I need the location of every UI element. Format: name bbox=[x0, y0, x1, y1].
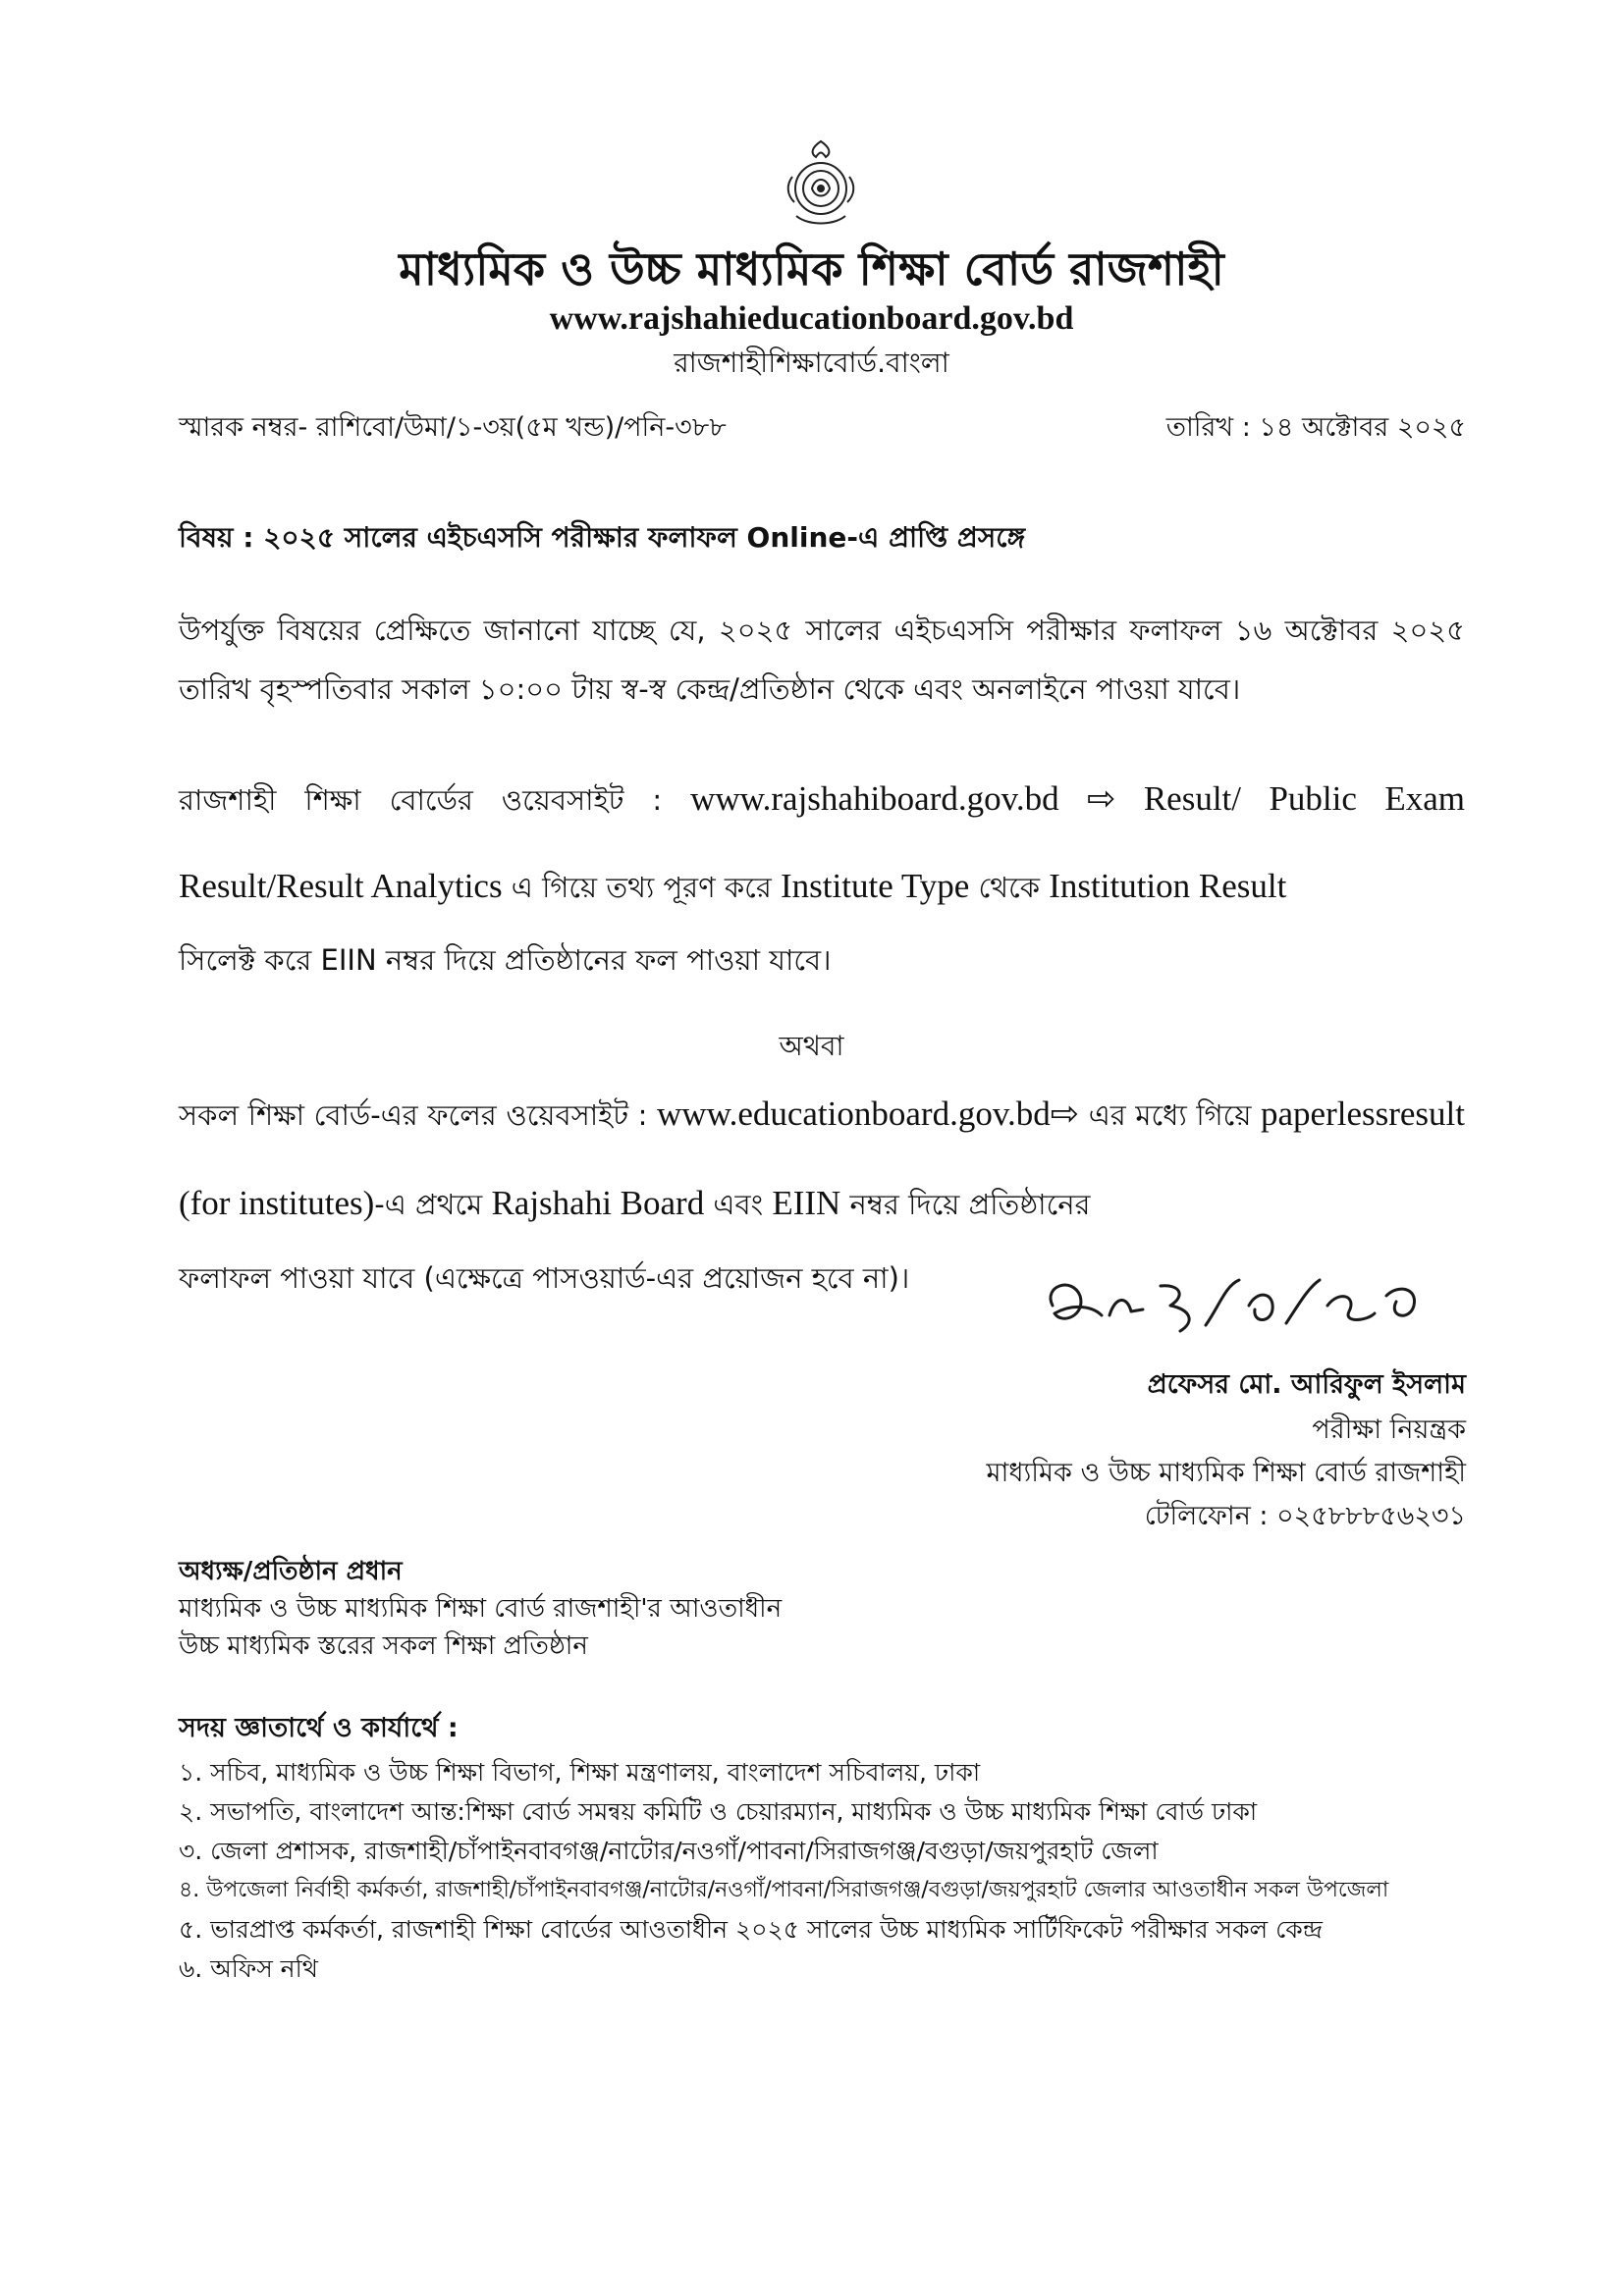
board-seal-emblem bbox=[783, 137, 859, 232]
body-paragraph-1: উপর্যুক্ত বিষয়ের প্রেক্ষিতে জানানো যাচ্ছে যে, ২০২৫ সালের এইচএসসি পরীক্ষার ফলাফল ১৬ অক্টোবর ২০২৫ তারিখ বৃহস্পতিবার সকাল ১০:০০ টায় স্ব-স্ব কেন্দ্র/প্রতিষ্ঠান থেকে এবং অনলাইনে পাওয়া যাবে। bbox=[179, 614, 1465, 706]
body-paragraph-2 bbox=[179, 756, 1465, 989]
para3-text-g: এবং bbox=[704, 1188, 773, 1221]
board-title: মাধ্যমিক ও উচ্চ মাধ্যমিক শিক্ষা বোর্ড রাজশাহী bbox=[399, 242, 1224, 295]
recipient-title: অধ্যক্ষ/প্রতিষ্ঠান প্রধান bbox=[179, 1557, 403, 1586]
paperless-result-text: paperlessresult (for institutes) bbox=[179, 1095, 1465, 1222]
signatory-phone: টেলিফোন : ০২৫৮৮৮৫৬২৩১ bbox=[1144, 1501, 1466, 1531]
cc-item: ৩. জেলা প্রশাসক, রাজশাহী/চাঁপাইনবাবগঞ্জ/নাটোর/নওগাঁ/পাবনা/সিরাজগঞ্জ/বগুড়া/জয়পুরহাট জেলা bbox=[179, 1837, 1159, 1865]
signatory-designation: পরীক্ষা নিয়ন্ত্রক bbox=[1312, 1415, 1466, 1445]
memo-number: স্মারক নম্বর- রাশিবো/উমা/১-৩য়(৫ম খন্ড)/পনি-৩৮৮ bbox=[179, 412, 727, 443]
education-board-link[interactable]: www.educationboard.gov.bd⇨ bbox=[657, 1095, 1080, 1133]
subject-line: বিষয় : ২০২৫ সালের এইচএসসি পরীক্ষার ফলাফল Online-এ প্রাপ্তি প্রসঙ্গে bbox=[179, 521, 1026, 554]
eiin-text: EIIN bbox=[772, 1184, 841, 1222]
website-url-bangla[interactable]: রাজশাহীশিক্ষাবোর্ড.বাংলা bbox=[674, 347, 949, 379]
para2-text-e: থেকে bbox=[969, 871, 1050, 904]
cc-heading: সদয় জ্ঞাতার্থে ও কার্যার্থে : bbox=[179, 1713, 459, 1743]
cc-item: ৪. উপজেলা নির্বাহী কর্মকর্তা, রাজশাহী/চাঁপাইনবাবগঞ্জ/নাটোর/নওগাঁ/পাবনা/সিরাজগঞ্জ/বগুড়া/জয়পুরহাট জেলার আওতাধীন সকল উপজেলা bbox=[179, 1878, 1389, 1902]
cc-item: ৫. ভারপ্রাপ্ত কর্মকর্তা, রাজশাহী শিক্ষা বোর্ডের আওতাধীন ২০২৫ সালের উচ্চ মাধ্যমিক সার্টিফিকেট পরীক্ষার সকল কেন্দ্র bbox=[179, 1915, 1323, 1944]
rajshahi-board-link[interactable]: www.rajshahiboard.gov.bd ⇨ Result/ Public Exam Result/Result Analytics bbox=[179, 779, 1465, 905]
para3-text-e: -এ প্রথমে bbox=[374, 1188, 492, 1221]
para3-text-c: এর মধ্যে গিয়ে bbox=[1079, 1098, 1262, 1132]
cc-item: ২. সভাপতি, বাংলাদেশ আন্ত:শিক্ষা বোর্ড সমন্বয় কমিটি ও চেয়ারম্যান, মাধ্যমিক ও উচ্চ মাধ্যমিক শিক্ষা বোর্ড ঢাকা bbox=[179, 1797, 1258, 1826]
para3-text-j: ফলাফল পাওয়া যাবে (এক্ষেত্রে পাসওয়ার্ড-এর প্রয়োজন হবে না)। bbox=[179, 1261, 910, 1295]
institute-type-text: Institute Type bbox=[781, 867, 970, 905]
recipient-line-2: উচ্চ মাধ্যমিক স্তরের সকল শিক্ষা প্রতিষ্ঠান bbox=[179, 1631, 588, 1661]
cc-item: ১. সচিব, মাধ্যমিক ও উচ্চ শিক্ষা বিভাগ, শিক্ষা মন্ত্রণালয়, বাংলাদেশ সচিবালয়, ঢাকা bbox=[179, 1758, 981, 1787]
issue-date: তারিখ : ১৪ অক্টোবর ২০২৫ bbox=[1165, 412, 1466, 443]
signatory-organization: মাধ্যমিক ও উচ্চ মাধ্যমিক শিক্ষা বোর্ড রাজশাহী bbox=[986, 1458, 1466, 1488]
recipient-line-1: মাধ্যমিক ও উচ্চ মাধ্যমিক শিক্ষা বোর্ড রাজশাহী'র আওতাধীন bbox=[179, 1594, 783, 1624]
para2-text-g: সিলেক্ট করে EIIN নম্বর দিয়ে প্রতিষ্ঠানের ফল পাওয়া যাবে। bbox=[179, 943, 832, 977]
rajshahi-board-text: Rajshahi Board bbox=[491, 1184, 705, 1222]
signatory-name: প্রফেসর মো. আরিফুল ইসলাম bbox=[1147, 1369, 1466, 1400]
cc-list bbox=[179, 1753, 1485, 1989]
institution-result-text: Institution Result bbox=[1049, 867, 1287, 905]
para3-text-i: নম্বর দিয়ে প্রতিষ্ঠানের bbox=[840, 1188, 1091, 1221]
para2-text-c: এ গিয়ে তথ্য পূরণ করে bbox=[502, 871, 782, 904]
para2-text-a: রাজশাহী শিক্ষা বোর্ডের ওয়েবসাইট : bbox=[179, 783, 691, 817]
handwritten-signature bbox=[1033, 1266, 1465, 1345]
cc-item: ৬. অফিস নথি bbox=[179, 1954, 318, 1983]
website-url[interactable]: www.rajshahieducationboard.gov.bd bbox=[549, 300, 1074, 337]
or-separator: অথবা bbox=[779, 1030, 844, 1062]
para3-text-a: সকল শিক্ষা বোর্ড-এর ফলের ওয়েবসাইট : bbox=[179, 1098, 658, 1132]
